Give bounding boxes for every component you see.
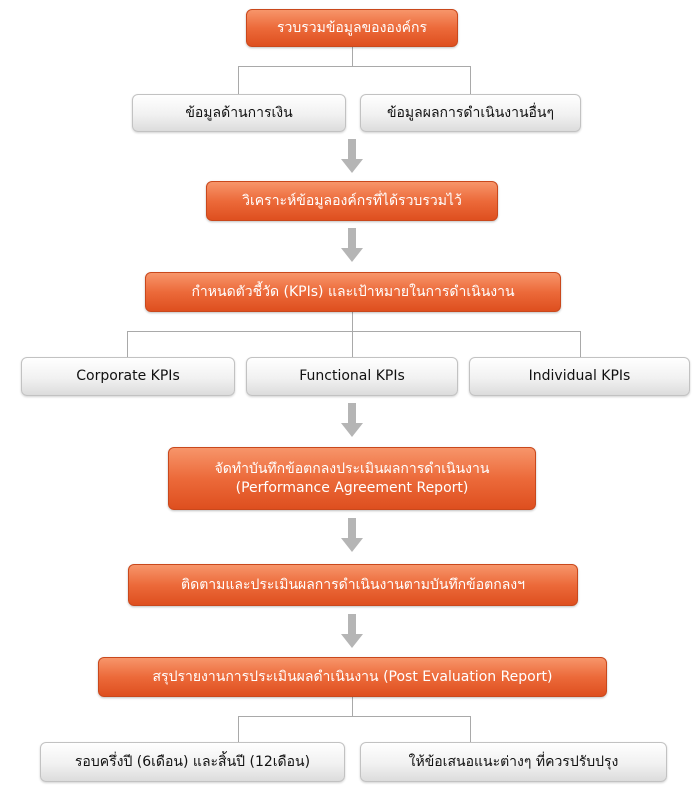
down-arrow-icon (341, 228, 363, 262)
collect-data-box (246, 9, 458, 47)
post-evaluation-label: สรุปรายงานการประเมินผลดำเนินงาน (Post Evaluation Report) (152, 668, 553, 685)
financial-data-label: ข้อมูลด้านการเงิน (185, 104, 293, 121)
connector-kpi-left (127, 331, 128, 357)
down-arrow-icon (341, 614, 363, 648)
connector-summary-right (470, 716, 471, 742)
connector-kpi-right (580, 331, 581, 357)
connector-kpi-middle (352, 331, 353, 357)
functional-kpi-label: Functional KPIs (299, 368, 405, 385)
corporate-kpi-box (21, 357, 235, 396)
individual-kpi-label: Individual KPIs (528, 368, 631, 385)
functional-kpi-box (246, 357, 458, 396)
analyze-data-box (206, 181, 498, 221)
operational-data-label: ข้อมูลผลการดำเนินงานอื่นๆ (386, 104, 555, 121)
connector-collect-left (238, 66, 239, 94)
connector-collect-bar (238, 66, 471, 67)
connector-kpi-down (352, 311, 353, 331)
evaluation-periods-label: รอบครึ่งปี (6เดือน) และสิ้นปี (12เดือน) (74, 753, 311, 770)
monitor-evaluation-label: ติดตามและประเมินผลการดำเนินงานตามบันทึกข้อตกลงฯ (181, 576, 525, 593)
down-arrow-icon (341, 403, 363, 437)
suggestions-label: ให้ข้อเสนอแนะต่างๆ ที่ควรปรับปรุง (408, 753, 619, 770)
analyze-data-label: วิเคราะห์ข้อมูลองค์กรที่ได้รวบรวมไว้ (242, 192, 462, 209)
down-arrow-icon (341, 518, 363, 552)
suggestions-box (360, 742, 667, 782)
operational-data-box (360, 94, 581, 132)
corporate-kpi-label: Corporate KPIs (76, 368, 180, 385)
evaluation-periods-box (40, 742, 345, 782)
connector-summary-bar (238, 716, 471, 717)
connector-collect-down (352, 46, 353, 66)
collect-data-label: รวบรวมข้อมูลขององค์กร (276, 19, 428, 36)
performance-agreement-label-th: จัดทำบันทึกข้อตกลงประเมินผลการดำเนินงาน (214, 460, 490, 477)
connector-summary-left (238, 716, 239, 742)
individual-kpi-box (469, 357, 690, 396)
down-arrow-icon (341, 139, 363, 173)
connector-summary-down (352, 696, 353, 716)
performance-agreement-box (168, 447, 536, 510)
monitor-evaluation-box (128, 564, 578, 606)
performance-agreement-label-en: (Performance Agreement Report) (235, 479, 469, 496)
define-kpi-label: กำหนดตัวชี้วัด (KPIs) และเป้าหมายในการดำเนินงาน (191, 283, 515, 300)
define-kpi-box (145, 272, 561, 312)
post-evaluation-box (98, 657, 607, 697)
financial-data-box (132, 94, 346, 132)
connector-kpi-bar (127, 331, 581, 332)
connector-collect-right (470, 66, 471, 94)
